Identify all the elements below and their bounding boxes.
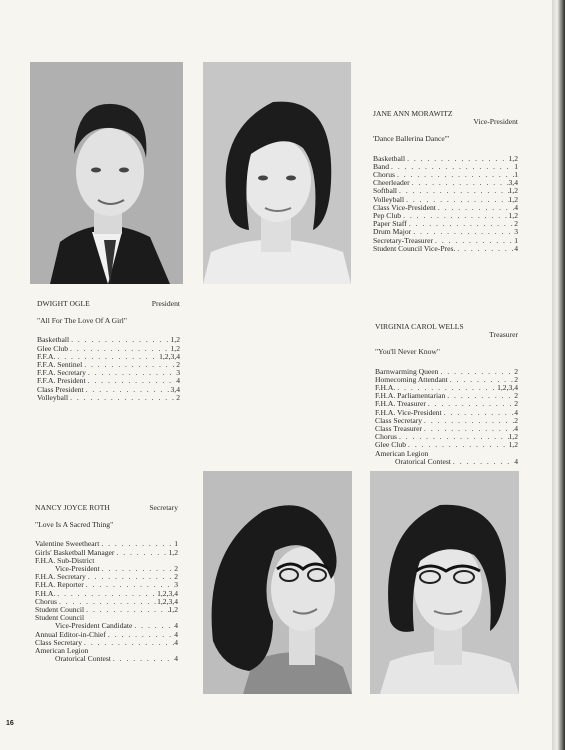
activity-label: F.H.A. Sub-District [35,555,95,565]
activity-label: Basketball [37,335,70,345]
activity-label: Girls' Basketball Manager [35,547,115,557]
activity-years: 3 [514,227,518,237]
activity-years: 4 [514,202,518,212]
activity-years: 4 [176,376,180,386]
leader-dots [442,409,514,417]
portrait-photo-nancy-joyce-roth [203,471,352,694]
student-name: NANCY JOYCE ROTH [35,503,110,512]
activity-label: Student Council [35,613,85,623]
activity-label: Cheerleader [373,178,410,188]
activity-label: Pep Club [373,211,402,221]
portrait-photo-jane-ann-morawitz [203,62,351,284]
leader-dots [94,557,178,565]
student-office: Treasurer [489,330,518,340]
activity-years: 4 [514,424,518,434]
activity-years: 4 [174,654,178,664]
student-motto: "All For The Love Of A Girl" [37,316,128,326]
activity-label: F.H.A. [375,383,396,393]
leader-dots [397,433,509,441]
activity-label: F.H.A. Reporter [35,580,84,590]
activity-label: Paper Staff [373,219,407,229]
student-motto: "You'll Never Know" [375,347,441,357]
activity-years: 1,2,3,4 [157,596,178,606]
activity-label: Band [373,161,390,171]
activity-label: F.H.A. Secretary [35,572,86,582]
leader-dots [86,369,176,377]
activity-label: F.H.A. Vice-President [375,407,442,417]
student-motto: "Love Is A Sacred Thing" [35,520,114,530]
student-name: JANE ANN MORAWITZ [373,109,453,118]
activity-years: 1,2 [508,186,518,196]
leader-dots [438,368,514,376]
activity-label: Drum Major [373,227,412,237]
activity-label: Glee Club [375,440,407,450]
activity-years: 2 [514,374,518,384]
leader-dots [111,655,174,663]
activity-label: Class Secretary [375,415,423,425]
activity-label: F.F.A. Sentinel [37,360,83,370]
portrait-photo-virginia-carol-wells [370,471,519,694]
activity-years: 1,2 [170,343,180,353]
activity-label: Valentine Sweetheart [35,539,100,549]
activity-label: Secretary-Treasurer [373,235,434,245]
leader-dots [86,377,177,385]
activity-label: Chorus [373,170,395,180]
activity-years: 2 [514,366,518,376]
activity-label: Annual Editor-in-Chief [35,629,106,639]
activity-row [373,155,518,163]
activity-list [373,155,518,253]
leader-dots [395,171,514,179]
leader-dots [410,179,509,187]
leader-dots [451,458,514,466]
activity-label: Homecoming Attendant [375,374,448,384]
student-office: President [151,299,180,308]
activity-years: 1,2 [168,605,178,615]
activity-label: F.H.A. Parliamentarian [375,391,446,401]
activity-years: 3,4 [170,384,180,394]
activity-label: Class Secretary [35,637,83,647]
student-office: Vice-President [473,117,518,127]
activity-years: 1,2,3,4 [159,351,180,361]
activity-years: 3 [174,580,178,590]
activity-label: American Legion [35,646,89,656]
leader-dots [69,336,170,344]
leader-dots [82,639,174,647]
student-office: Secretary [149,503,178,512]
leader-dots [407,220,514,228]
student-entry-nancy-joyce-roth [35,504,178,663]
activity-label: F.H.A. Treasurer [375,399,426,409]
activity-label: Class Treasurer [375,424,423,434]
activity-years: 1,2 [168,547,178,557]
page-edge [552,0,565,750]
leader-dots [86,573,174,581]
activity-label: Chorus [375,432,397,442]
activity-years: 2 [514,391,518,401]
leader-dots [436,204,514,212]
leader-dots [401,212,508,220]
activity-years: 3,4 [508,178,518,188]
leader-dots [68,345,170,353]
activity-label: F.F.A. Secretary [37,368,86,378]
activity-label: Softball [373,186,398,196]
activity-label: Chorus [35,596,57,606]
student-entry-dwight-ogle [37,300,180,402]
activity-label: Oratorical Contest [395,456,451,466]
leader-dots [82,361,176,369]
portrait-photo-dwight-ogle [30,62,183,284]
activity-years: 2 [176,360,180,370]
activity-years: 4 [514,456,518,466]
activity-years: 2 [514,399,518,409]
leader-dots [100,565,175,573]
activity-label: Vice-President Candidate [55,621,133,631]
activity-row [375,458,518,466]
activity-label: Glee Club [37,343,69,353]
activity-years: 3 [176,368,180,378]
leader-dots [132,622,174,630]
leader-dots [114,549,168,557]
activity-years: 4 [174,621,178,631]
leader-dots [455,245,514,253]
activity-years: 2 [514,219,518,229]
leader-dots [405,155,508,163]
activity-years: 1,2,3,4 [497,383,518,393]
activity-label: F.F.A. [37,351,56,361]
student-entry-jane-ann-morawitz [373,110,518,253]
leader-dots [84,606,168,614]
name-office-line [35,504,178,512]
activity-list [37,336,180,402]
page-number: 16 [6,720,14,727]
student-name: DWIGHT OGLE [37,299,90,308]
activity-row [373,245,518,253]
activity-years: 2 [174,564,178,574]
activity-label: F.F.A. President [37,376,86,386]
leader-dots [389,163,514,171]
activity-years: 2 [514,415,518,425]
leader-dots [106,631,174,639]
leader-dots [445,392,514,400]
activity-years: 1,2 [170,335,180,345]
activity-row [35,655,178,663]
leader-dots [422,425,514,433]
activity-years: 4 [514,243,518,253]
activity-list [35,540,178,663]
activity-label: American Legion [375,448,429,458]
activity-row [37,394,180,402]
activity-label: Vice-President [55,564,100,574]
activity-years: 1,2 [508,432,518,442]
activity-label: Student Council [35,605,85,615]
activity-label: Barnwarming Queen [375,366,439,376]
activity-label: Volleyball [37,392,69,402]
name-office-line [37,300,180,308]
leader-dots [68,394,176,402]
student-name: VIRGINIA CAROL WELLS [375,322,464,331]
student-entry-virginia-carol-wells [375,323,518,466]
activity-years: 1,2 [508,211,518,221]
leader-dots [397,187,508,195]
activity-years: 1,2 [508,194,518,204]
activity-years: 2 [174,572,178,582]
student-motto: 'Dance Ballerina Dance'" [373,134,450,144]
activity-years: 1 [514,161,518,171]
activity-years: 2 [176,392,180,402]
leader-dots [84,386,171,394]
leader-dots [422,417,514,425]
activity-years: 1 [174,539,178,549]
activity-years: 4 [514,407,518,417]
activity-list [375,368,518,466]
activity-years: 1,2 [508,153,518,163]
activity-label: Class Vice-President [373,202,436,212]
activity-years: 1 [514,235,518,245]
activity-label: Volleyball [373,194,405,204]
activity-label: F.H.A. [35,588,56,598]
activity-label: Student Council Vice-Pres. [373,243,456,253]
activity-years: 1 [514,170,518,180]
activity-label: Basketball [373,153,406,163]
activity-label: Oratorical Contest [55,654,111,664]
activity-years: 4 [174,629,178,639]
activity-years: 1,2 [508,440,518,450]
leader-dots [55,590,157,598]
activity-label: Class President [37,384,84,394]
activity-years: 1,2,3,4 [157,588,178,598]
activity-years: 4 [174,637,178,647]
